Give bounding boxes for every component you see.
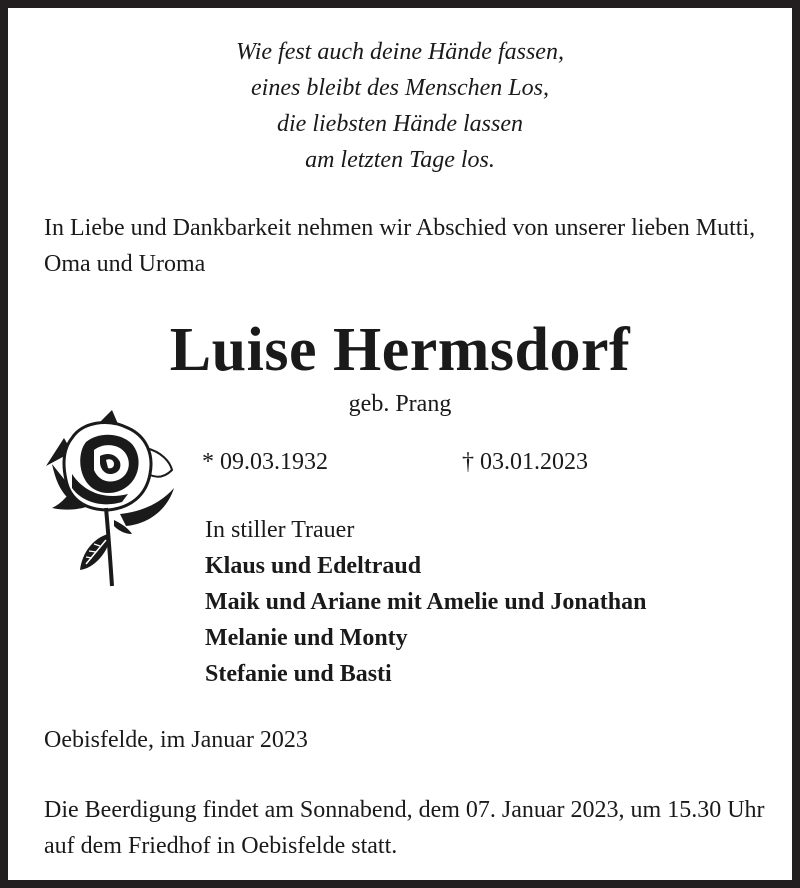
mourner: Melanie und Monty [205,625,408,651]
deceased-name: Luise Hermsdorf [169,316,631,384]
birth-name: geb. Prang [348,391,452,417]
mourning-heading: In stiller Trauer [205,517,355,543]
intro-text: In Liebe und Dankbarkeit nehmen wir Abschied von unserer lieben Mutti, Oma und Uroma [44,215,756,277]
poem-line: eines bleibt des Menschen Los, [251,75,549,101]
rose-icon [42,408,182,592]
death-date: † 03.01.2023 [462,449,588,475]
mourner: Stefanie und Basti [205,661,392,687]
place-date: Oebisfelde, im Januar 2023 [44,727,308,753]
funeral-notice: Die Beerdigung findet am Sonnabend, dem 07. Januar 2023, um 15.30 Uhr auf dem Friedhof in Oebisfelde statt. [44,797,765,859]
poem-line: die liebsten Hände lassen [277,111,523,137]
mourner: Maik und Ariane mit Amelie und Jonathan [205,589,647,615]
mourners-block [205,512,646,692]
mourner: Klaus und Edeltraud [205,553,422,579]
poem-line: Wie fest auch deine Hände fassen, [236,39,564,65]
poem-line: am letzten Tage los. [305,147,495,173]
birth-date: * 09.03.1932 [202,449,328,475]
poem [16,34,784,178]
